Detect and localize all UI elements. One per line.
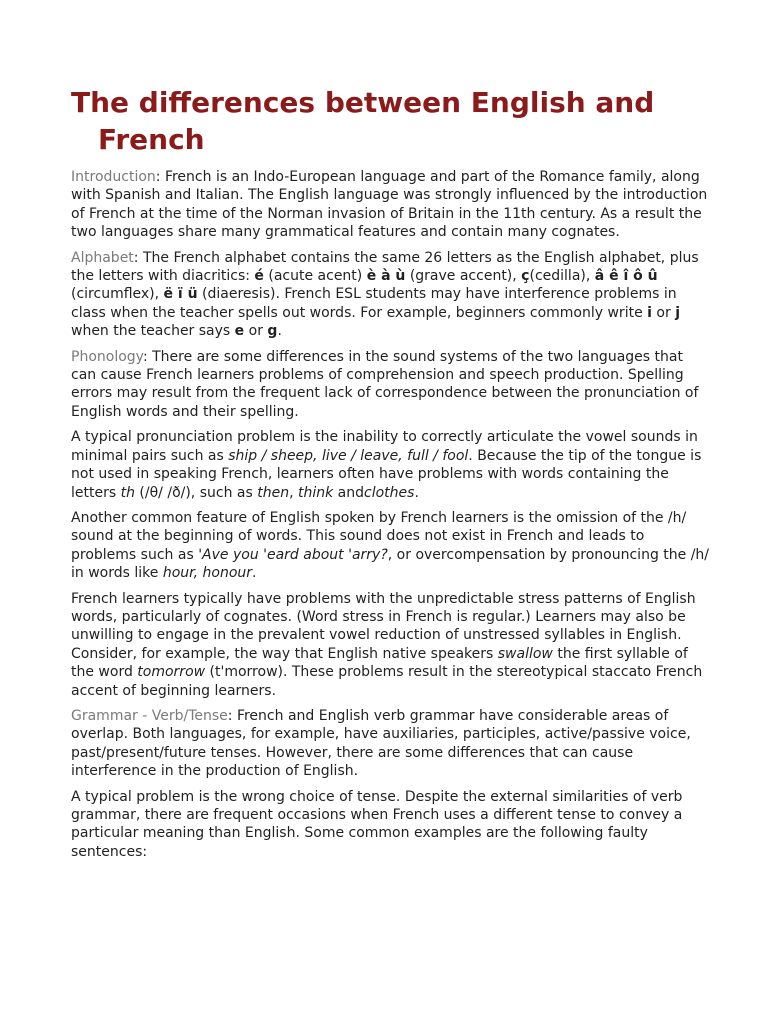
grammar-text: : French and English verb grammar have considerable areas of overlap. Both languages, for example, have auxiliaries, participles, active/passive voice, past/present/future tenses. However, there are some differences that can cause interference in the production of English. — [71, 707, 691, 780]
paragraph-tense — [71, 788, 710, 862]
pronunciation-text-5: and — [333, 484, 365, 501]
section-label-introduction: Introduction — [71, 169, 156, 185]
pronunciation-text-6: . — [414, 484, 419, 501]
word-think: think — [297, 484, 334, 501]
letters-grave: è à ù — [366, 268, 406, 285]
h-sound-text-2: , or overcompensation by pronouncing the /h/ in words like — [71, 546, 710, 582]
paragraph-h-sound — [71, 509, 710, 583]
letters-acute: é — [254, 268, 264, 285]
word-clothes: clothes — [364, 484, 415, 501]
letter-e: e — [234, 323, 245, 340]
alphabet-text-3: (grave accent), — [405, 268, 522, 285]
letter-j: j — [675, 304, 680, 321]
letters-th: th — [120, 484, 135, 501]
alphabet-text-9: or — [244, 323, 268, 340]
word-tomorrow: tomorrow — [137, 664, 206, 681]
page-title: The differences between English and French — [71, 86, 655, 156]
phonology-text: : There are some differences in the sound systems of the two languages that can cause French learners problems of comprehension and speech production. Spelling errors may result from the frequent lack of correspondence between the pronunciation of English words and their spelling. — [71, 348, 699, 420]
letter-g: g — [267, 323, 278, 340]
pronunciation-text-4: , — [289, 484, 298, 501]
section-label-alphabet: Alphabet — [71, 249, 134, 266]
intro-text: : French is an Indo-European language and part of the Romance family, along with Spanish and Italian. The English language was strongly influenced by the introduction of French at the time of the Norman invasion of Britain in the 11th century. As a result the two languages share many grammatical features and contain many cognates. — [71, 169, 708, 241]
h-sound-example-1: 'Ave you 'eard about 'arry? — [198, 546, 388, 563]
section-label-phonology: Phonology — [71, 348, 143, 365]
stress-text-3: (t'morrow). These problems result in the stereotypical staccato French accent of beginning learners. — [71, 664, 703, 699]
word-then: then — [257, 484, 290, 501]
paragraph-phonology — [71, 348, 710, 422]
minimal-pairs: ship / sheep, live / leave, full / fool — [228, 447, 469, 464]
paragraph-introduction — [71, 168, 710, 242]
section-label-grammar: Grammar - Verb/Tense — [71, 707, 228, 724]
paragraph-pronunciation — [71, 428, 710, 502]
paragraph-alphabet — [71, 249, 710, 341]
letters-diaeresis: ë ï ü — [163, 286, 198, 303]
alphabet-text-4: (cedilla), — [529, 268, 595, 285]
word-swallow: swallow — [497, 645, 553, 662]
alphabet-text-1: : The French alphabet contains the same 26 letters as the English alphabet, plus the letters with diacritics: — [71, 249, 699, 285]
alphabet-text-6: (diaeresis). French ESL students may have interference problems in class when the teacher spells out words. For example, beginners commonly write — [71, 286, 677, 321]
letter-i: i — [647, 304, 652, 321]
paragraph-grammar — [71, 707, 710, 781]
h-sound-example-2: hour, honour — [162, 565, 253, 582]
pronunciation-text-1: A typical pronunciation problem is the inability to correctly articulate the vowel sounds in minimal pairs such as — [71, 429, 698, 464]
pronunciation-text-2: . Because the tip of the tongue is not used in speaking French, learners often have problems with words containing the letters — [71, 447, 702, 501]
letters-circumflex: â ê î ô û — [594, 268, 658, 285]
letters-cedilla: ç — [521, 268, 530, 285]
pronunciation-text-3: (/θ/ /ð/), such as — [134, 484, 258, 501]
alphabet-text-8: when the teacher says — [71, 323, 235, 340]
h-sound-text-3: . — [252, 565, 257, 582]
alphabet-text-2: (acute acent) — [263, 268, 367, 285]
stress-text-2: the first syllable of the word — [71, 645, 688, 681]
h-sound-text-1: Another common feature of English spoken by French learners is the omission of the /h/ sound at the beginning of words. This sound does not exist in French and leads to problems such as — [71, 509, 687, 563]
tense-text: A typical problem is the wrong choice of tense. Despite the external similarities of verb grammar, there are frequent occasions when French uses a different tense to convey a particular meaning than English. Some common examples are the following faulty sentences: — [71, 788, 683, 860]
alphabet-text-7: or — [651, 304, 676, 321]
alphabet-text-5: (circumflex), — [71, 286, 164, 303]
stress-text-1: French learners typically have problems with the unpredictable stress patterns of English words, particularly of cognates. (Word stress in French is regular.) Learners may also be unwilling to engage in the prevalent vowel reduction of unstressed syllables in English. Consider, for example, the way that English native speakers — [71, 590, 696, 662]
alphabet-text-10: . — [277, 323, 282, 340]
paragraph-stress — [71, 590, 710, 700]
